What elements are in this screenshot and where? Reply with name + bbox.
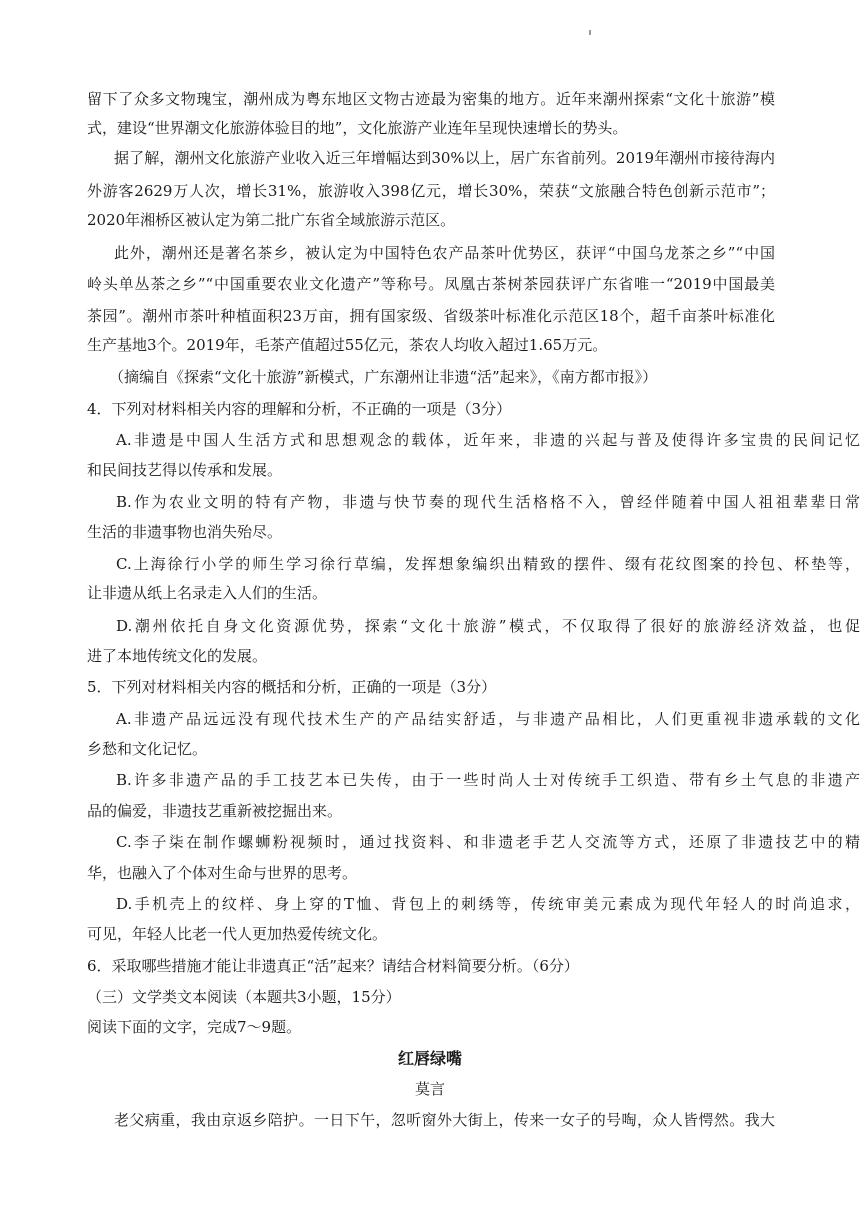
question-4: 4．下列对材料相关内容的理解和分析，不正确的一项是（3分） xyxy=(87,400,512,418)
option-4d-line: D.潮州依托自身文化资源优势，探索“文化十旅游”模式，不仅取得了很好的旅游经济效益，也促 xyxy=(116,617,860,635)
option-4a-line: A.非遗是中国人生活方式和思想观念的载体，近年来，非遗的兴起与普及使得许多宝贵的民间记忆 xyxy=(116,431,860,449)
option-5c-line: C.李子柒在制作螺蛳粉视频时，通过找资料、和非遗老手艺人交流等方式，还原了非遗技艺中的精 xyxy=(116,833,860,851)
option-5b-line: 品的偏爱，非遗技艺重新被挖掘出来。 xyxy=(87,802,343,820)
question-6: 6．采取哪些措施才能让非遗真正“活”起来？请结合材料简要分析。（6分） xyxy=(87,957,579,975)
option-5a-line: A.非遗产品远远没有现代技术生产的产品结实舒适，与非遗产品相比，人们更重视非遗承载的文化 xyxy=(116,710,860,728)
text-line: 生产基地3个。2019年，毛茶产值超过55亿元，茶农人均收入超过1.65万元。 xyxy=(87,336,608,354)
option-5a-line: 乡愁和文化记忆。 xyxy=(87,740,208,758)
option-5c-line: 华，也融入了个体对生命与世界的思考。 xyxy=(87,864,358,882)
section-heading: （三）文学类文本阅读（本题共3小题，15分） xyxy=(87,988,401,1006)
text-line: 据了解，潮州文化旅游产业收入近三年增幅达到30%以上，居广东省前列。2019年潮州市接待海内 xyxy=(114,149,775,167)
text-line: 老父病重，我由京返乡陪护。一日下午，忽听窗外大街上，传来一女子的号啕，众人皆愕然。我大 xyxy=(114,1111,775,1129)
page-mark xyxy=(589,30,591,35)
option-4c-line: C.上海徐行小学的师生学习徐行草编，发挥想象编织出精致的摆件、缀有花纹图案的拎包、杯垫等， xyxy=(116,555,860,573)
text-line: 外游客2629万人次，增长31%，旅游收入398亿元，增长30%，荣获“文旅融合特色创新示范市”； xyxy=(87,182,775,200)
option-4c-line: 让非遗从纸上名录走入人们的生活。 xyxy=(87,584,328,602)
text-line: 岭头单丛茶之乡”“中国重要农业文化遗产”等称号。凤凰古茶树茶园获评广东省唯一“2019中国最美 xyxy=(87,275,775,293)
option-4a-line: 和民间技艺得以传承和发展。 xyxy=(87,461,283,479)
option-5b-line: B.许多非遗产品的手工技艺本已失传，由于一些时尚人士对传统手工织造、带有乡土气息的非遗产 xyxy=(116,771,860,789)
option-5d-line: D.手机壳上的纹样、身上穿的T恤、背包上的刺绣等，传统审美元素成为现代年轻人的时尚追求， xyxy=(116,895,860,913)
text-line: 此外，潮州还是著名茶乡，被认定为中国特色农产品茶叶优势区，获评“中国乌龙茶之乡”“中国 xyxy=(114,244,775,262)
option-4d-line: 进了本地传统文化的发展。 xyxy=(87,647,268,665)
option-5d-line: 可见，年轻人比老一代人更加热爱传统文化。 xyxy=(87,925,388,943)
text-line: 留下了众多文物瑰宝，潮州成为粤东地区文物古迹最为密集的地方。近年来潮州探索“文化十旅游”模 xyxy=(87,90,775,108)
story-title: 红唇绿嘴 xyxy=(397,1049,462,1068)
text-line: 式，建设“世界潮文化旅游体验目的地”，文化旅游产业连年呈现快速增长的势头。 xyxy=(87,119,628,137)
reading-instruction: 阅读下面的文字，完成7～9题。 xyxy=(87,1018,302,1036)
text-line: 2020年湘桥区被认定为第二批广东省全域旅游示范区。 xyxy=(87,211,456,229)
option-4b-line: 生活的非遗事物也消失殆尽。 xyxy=(87,523,283,541)
text-line: 茶园”。潮州市茶叶种植面积23万亩，拥有国家级、省级茶叶标准化示范区18个，超千亩茶叶标准化 xyxy=(87,307,775,325)
question-5: 5．下列对材料相关内容的概括和分析，正确的一项是（3分） xyxy=(87,678,497,696)
story-author: 莫言 xyxy=(414,1080,445,1098)
option-4b-line: B.作为农业文明的特有产物，非遗与快节奏的现代生活格格不入，曾经伴随着中国人祖祖辈辈日常 xyxy=(116,493,860,511)
citation: （摘编自《探索“文化十旅游”新模式，广东潮州让非遗“活”起来》，《南方都市报》） xyxy=(109,368,658,386)
